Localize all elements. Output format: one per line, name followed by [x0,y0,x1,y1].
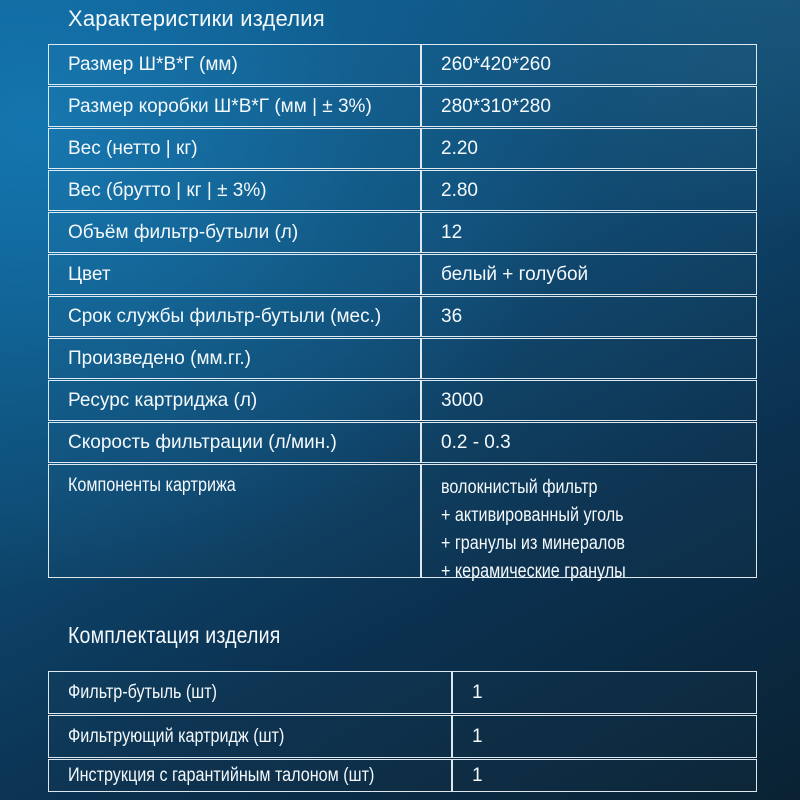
characteristics-section-title: Характеристики изделия [68,6,325,31]
spec-value: 280*310*280 [441,95,551,117]
spec-label: Срок службы фильтр-бутыли (мес.) [49,297,422,336]
spec-value: белый + голубой [441,263,589,285]
table-row [48,44,757,85]
package-section-title: Комплектация изделия [68,622,281,648]
table-row [48,759,757,792]
package-item-qty: 1 [472,764,483,786]
package-table [48,671,757,793]
package-item-qty: 1 [472,681,483,703]
characteristics-table [48,44,757,582]
spec-label: Компоненты картрижа [49,465,422,577]
package-item-label: Фильтрующий картридж (шт) [49,716,453,757]
spec-value-empty [422,339,756,378]
spec-value: 2.80 [441,179,478,201]
spec-label: Размер коробки Ш*В*Г (мм | ± 3%) [49,87,422,126]
spec-value-multiline [422,465,756,582]
package-item-label: Фильтр-бутыль (шт) [49,672,453,713]
table-row-cartridge-components [48,464,757,582]
spec-label: Объём фильтр-бутыли (л) [49,213,422,252]
package-item-label: Инструкция с гарантийным талоном (шт) [49,760,453,791]
table-row [48,380,757,421]
spec-label: Ресурс картриджа (л) [49,381,422,420]
spec-label: Цвет [49,255,422,294]
table-row [48,296,757,337]
spec-value: 260*420*260 [441,53,551,75]
spec-label: Произведено (мм.гг.) [49,339,422,378]
table-row [48,671,757,714]
spec-label: Вес (нетто | кг) [49,129,422,168]
spec-value: 12 [441,221,463,243]
cartridge-components-list: волокнистый фильтр + активированный уголь + гранулы из минералов + керамические гранулы [441,477,626,582]
table-row [48,128,757,169]
spec-label: Размер Ш*В*Г (мм) [49,45,422,84]
spec-value: 0.2 - 0.3 [441,431,511,453]
spec-label: Вес (брутто | кг | ± 3%) [49,171,422,210]
table-row [48,715,757,758]
table-row [48,254,757,295]
package-item-qty: 1 [472,725,483,747]
spec-value: 36 [441,305,463,327]
spec-label: Скорость фильтрации (л/мин.) [49,423,422,462]
spec-value: 2.20 [441,137,478,159]
table-row [48,86,757,127]
table-row [48,212,757,253]
spec-value: 3000 [441,389,484,411]
table-row [48,422,757,463]
table-row [48,338,757,379]
table-row [48,170,757,211]
